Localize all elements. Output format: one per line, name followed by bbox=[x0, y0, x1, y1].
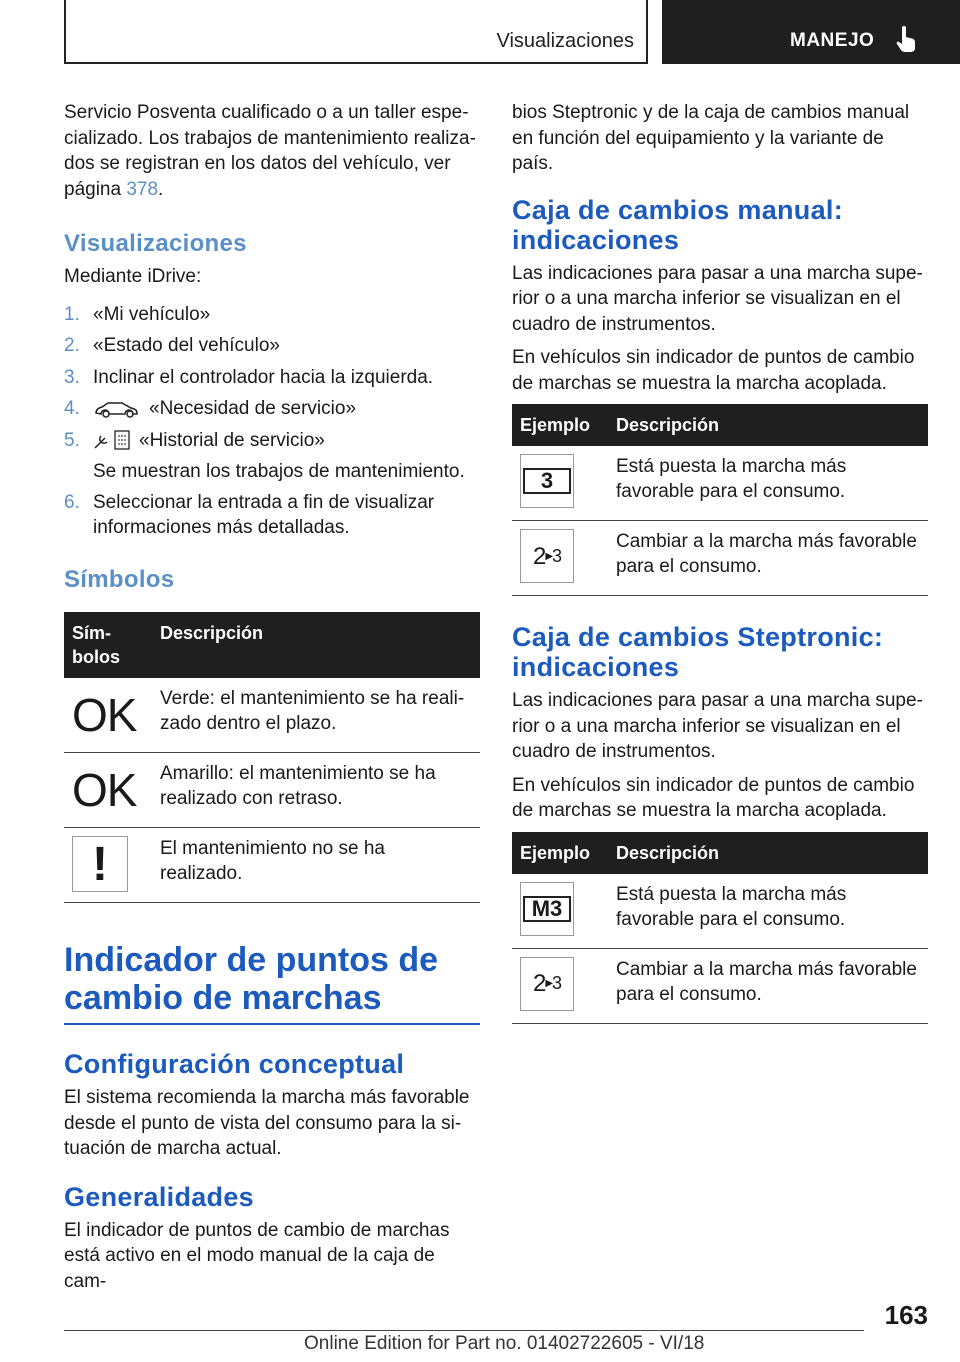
table-header-symbols: Símbolos bbox=[64, 612, 152, 678]
service-history-icon bbox=[93, 428, 131, 452]
header-chapter-box bbox=[662, 0, 960, 64]
gear-display-icon: M3 bbox=[520, 882, 574, 936]
intro-paragraph: Servicio Posventa cualificado o a un taller especializado. Los trabajos de mantenimiento realizados se registran en los datos del vehículo, ver página 378. bbox=[64, 102, 476, 200]
shift-up-icon: 2 ▶ 3 bbox=[520, 529, 574, 583]
table-row bbox=[512, 521, 928, 596]
steptronic-paragraph-2: En vehículos sin indicador de puntos de cambio de marchas se muestra la marcha acoplada. bbox=[512, 774, 915, 821]
page-number: 163 bbox=[884, 1300, 928, 1330]
table-cell: Verde: el mantenimiento se ha realizado dentro el plazo. bbox=[152, 678, 480, 753]
manual-paragraph-1: Las indicaciones para pasar a una marcha superior o a una marcha inferior se visualizan en el cuadro de instrumentos. bbox=[512, 262, 923, 335]
manual-gear-table bbox=[512, 404, 928, 596]
table-row bbox=[64, 753, 480, 828]
heading-generalidades: Generalidades bbox=[64, 1181, 254, 1212]
table-row bbox=[512, 446, 928, 521]
page-link[interactable]: 378 bbox=[126, 178, 159, 200]
table-cell: El mantenimiento no se ha realizado. bbox=[152, 828, 480, 903]
continued-paragraph: bios Steptronic y de la caja de cambios manual en función del equipamiento y la variante de país. bbox=[512, 102, 910, 174]
left-column bbox=[64, 100, 480, 1302]
header-section-box bbox=[64, 0, 648, 64]
warning-symbol: ! bbox=[72, 836, 128, 892]
table-header-example: Ejemplo bbox=[512, 404, 608, 446]
footer-edition: Online Edition for Part no. 01402722605 - VI/18 bbox=[304, 1333, 705, 1354]
heading-visualizaciones: Visualizaciones bbox=[64, 230, 247, 257]
table-header-description: Descripción bbox=[608, 832, 928, 874]
steps-list bbox=[64, 302, 480, 541]
table-cell: Cambiar a la marcha más favorable para el consumo. bbox=[608, 948, 928, 1023]
header-chapter-title: MANEJO bbox=[790, 30, 875, 51]
manual-paragraph-2: En vehículos sin indicador de puntos de cambio de marchas se muestra la marcha acoplada. bbox=[512, 347, 915, 394]
heading-manual-gearbox: Caja de cambios manual: indicaciones bbox=[512, 194, 844, 255]
heading-simbolos: Símbolos bbox=[64, 566, 175, 593]
gear-display-icon: 3 bbox=[520, 454, 574, 508]
table-row bbox=[512, 948, 928, 1023]
list-item: 4. «Necesidad de servicio» bbox=[64, 398, 357, 419]
heading-gear-shift-indicator: Indicador de puntos de cambio de marchas bbox=[64, 941, 480, 1025]
list-item: 3. Inclinar el controlador hacia la izquierda. bbox=[64, 366, 434, 388]
general-paragraph: El indicador de puntos de cambio de marchas está activo en el modo manual de la caja de cam- bbox=[64, 1219, 450, 1292]
list-item: 5. «Historial de servicio» Se muestran los trabajos de mantenimiento. bbox=[64, 429, 465, 482]
table-cell: Cambiar a la marcha más favorable para el consumo. bbox=[608, 521, 928, 596]
table-row bbox=[512, 874, 928, 949]
table-header-example: Ejemplo bbox=[512, 832, 608, 874]
table-header-description: Descripción bbox=[608, 404, 928, 446]
right-column bbox=[512, 100, 928, 1024]
shift-up-icon: 2 ▶ 3 bbox=[520, 957, 574, 1011]
header-section-title: Visualizaciones bbox=[496, 30, 634, 52]
table-row bbox=[64, 678, 480, 753]
table-cell: Está puesta la marcha más favorable para el consumo. bbox=[608, 446, 928, 521]
steptronic-paragraph-1: Las indicaciones para pasar a una marcha superior o a una marcha inferior se visualizan en el cuadro de instrumentos. bbox=[512, 690, 923, 762]
steptronic-gear-table bbox=[512, 832, 928, 1024]
idrive-label: Mediante iDrive: bbox=[64, 266, 202, 287]
heading-configuracion: Configuración conceptual bbox=[64, 1049, 405, 1079]
heading-steptronic: Caja de cambios Steptronic: indicaciones bbox=[512, 622, 884, 682]
hand-pointer-icon bbox=[896, 26, 916, 52]
list-item: 6. Seleccionar la entrada a fin de visualizar informaciones más detalladas. bbox=[64, 492, 435, 538]
config-paragraph: El sistema recomienda la marcha más favorable desde el punto de vista del consumo para la situación de marcha actual. bbox=[64, 1087, 470, 1159]
table-cell: Está puesta la marcha más favorable para el consumo. bbox=[608, 874, 928, 949]
footer-divider bbox=[64, 1330, 864, 1331]
table-header-description: Descripción bbox=[152, 612, 480, 678]
ok-symbol: OK bbox=[72, 764, 137, 816]
symbols-table bbox=[64, 612, 480, 903]
list-item: 1. «Mi vehículo» bbox=[64, 303, 211, 325]
list-item: 2. «Estado del vehículo» bbox=[64, 335, 280, 356]
ok-symbol: OK bbox=[72, 689, 137, 741]
table-cell: Amarillo: el mantenimiento se ha realizado con retraso. bbox=[152, 753, 480, 828]
car-icon bbox=[93, 399, 141, 419]
table-row bbox=[64, 828, 480, 903]
